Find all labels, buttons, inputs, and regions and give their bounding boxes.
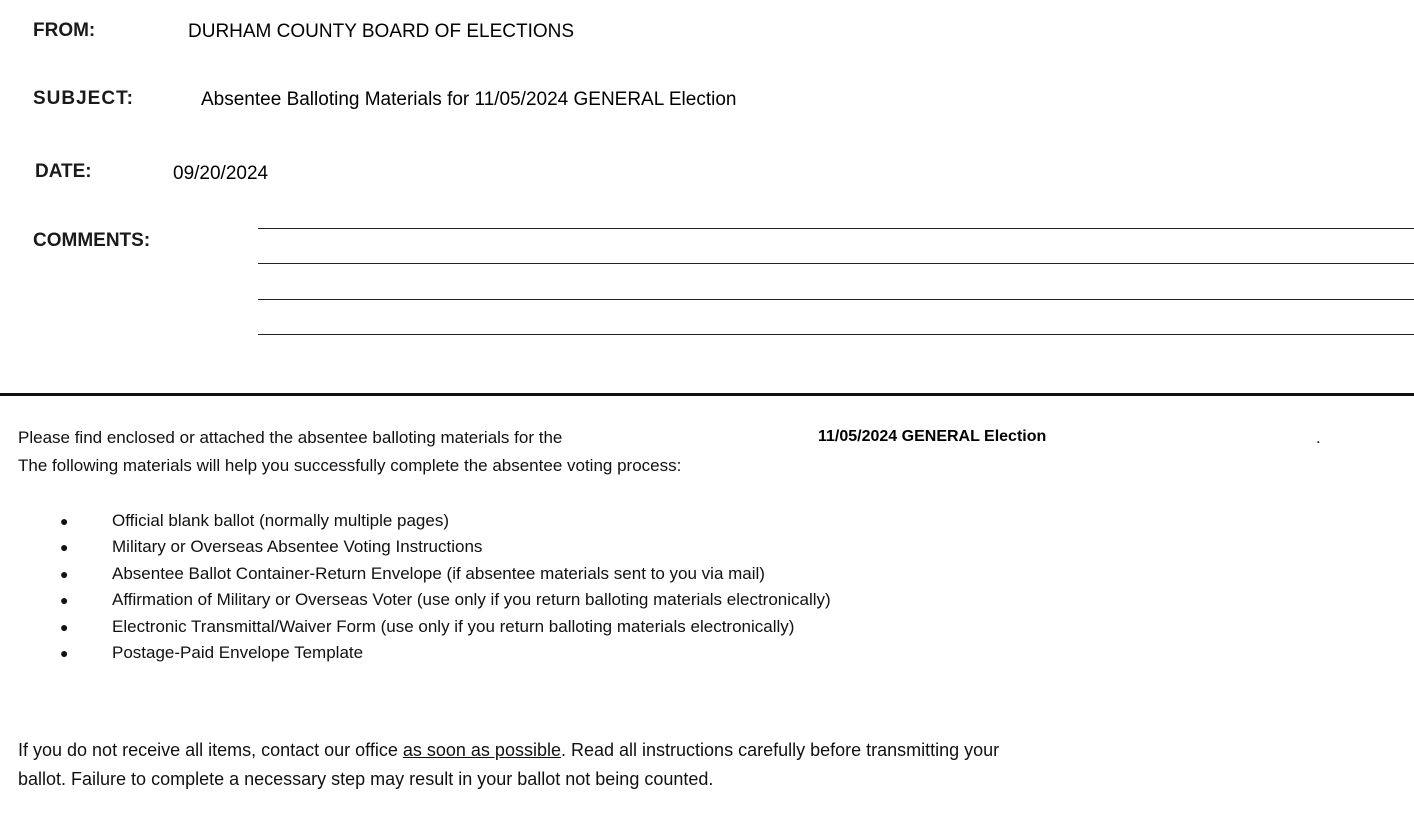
list-item <box>60 534 831 560</box>
subject-label: SUBJECT: <box>33 88 134 109</box>
bullet-icon: ● <box>60 513 69 529</box>
intro-election-name: 11/05/2024 GENERAL Election <box>818 428 1047 445</box>
list-item-text: Absentee Ballot Container-Return Envelope (if absentee materials sent to you via mail) <box>112 563 765 583</box>
intro-period: . <box>1316 428 1321 447</box>
materials-list <box>60 508 831 666</box>
date-value: 09/20/2024 <box>173 163 269 184</box>
bullet-icon: ● <box>60 539 69 556</box>
list-item-text: Postage-Paid Envelope Template <box>112 642 364 662</box>
comment-line-2 <box>258 263 1414 264</box>
comment-line-1 <box>258 228 1414 229</box>
comment-line-3 <box>258 299 1414 300</box>
bullet-icon: ● <box>60 592 69 609</box>
bullet-icon: ● <box>60 565 69 582</box>
subject-value: Absentee Balloting Materials for 11/05/2024 GENERAL Election <box>201 89 737 110</box>
list-item-text: Electronic Transmittal/Waiver Form (use only if you return balloting materials electronically) <box>112 616 795 636</box>
list-item-text: Military or Overseas Absentee Voting Instructions <box>112 537 483 557</box>
list-item <box>60 614 831 640</box>
closing-emphasis: as soon as possible <box>402 740 561 760</box>
list-item-text: Official blank ballot (normally multiple pages) <box>112 511 450 530</box>
list-item <box>60 561 831 587</box>
closing-text-1: If you do not receive all items, contact our office <box>18 740 403 760</box>
list-item <box>60 587 831 613</box>
closing-line-1 <box>18 740 999 761</box>
list-item <box>60 640 831 666</box>
from-label: FROM: <box>33 20 96 41</box>
list-item <box>60 508 831 534</box>
closing-line-2: ballot. Failure to complete a necessary step may result in your ballot not being counted. <box>18 769 714 789</box>
from-value: DURHAM COUNTY BOARD OF ELECTIONS <box>188 21 575 42</box>
list-item-text: Affirmation of Military or Overseas Voter (use only if you return balloting materials electronically) <box>112 590 831 610</box>
bullet-icon: ● <box>60 618 69 635</box>
comment-line-4 <box>258 334 1414 335</box>
bullet-icon: ● <box>60 644 69 661</box>
section-divider <box>0 393 1414 396</box>
intro-line-1: Please find enclosed or attached the absentee balloting materials for the <box>18 428 563 447</box>
closing-text-2: . Read all instructions carefully before transmitting your <box>560 740 1000 760</box>
intro-line-2: The following materials will help you successfully complete the absentee voting process: <box>18 456 682 475</box>
date-label: DATE: <box>35 161 92 182</box>
comments-label: COMMENTS: <box>33 230 151 251</box>
